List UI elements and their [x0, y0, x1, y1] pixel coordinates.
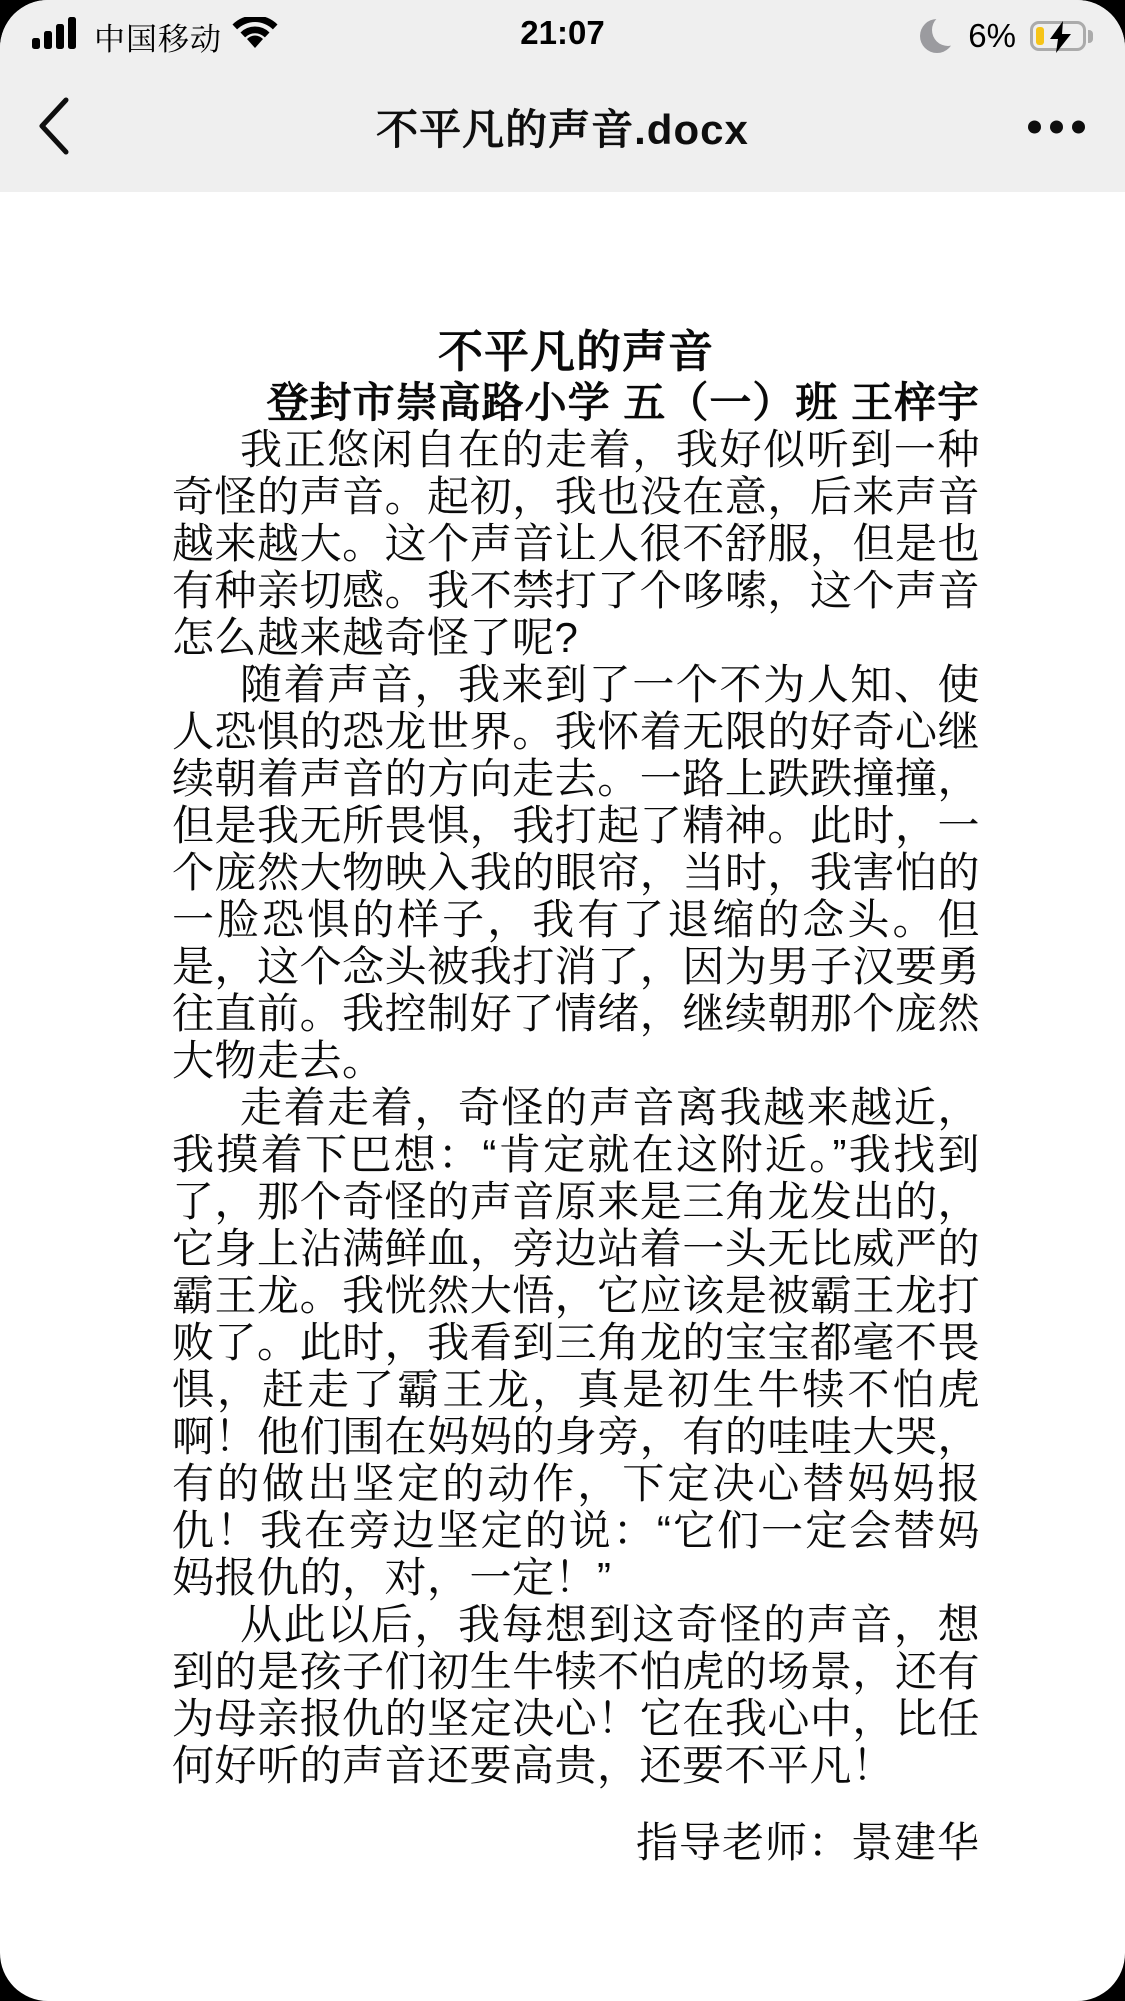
paragraph-2: 随着声音，我来到了一个不为人知、使人恐惧的恐龙世界。我怀着无限的好奇心继续朝着声音的方向走去。一路上跌跌撞撞，但是我无所畏惧，我打起了精神。此时，一个庞然大物映入我的眼帘，当时，我害怕的一脸恐惧的样子，我有了退缩的念头。但是，这个念头被我打消了，因为男子汉要勇往直前。我控制好了情绪，继续朝那个庞然大物走去。 — [172, 661, 980, 1084]
do-not-disturb-moon-icon — [920, 19, 954, 53]
back-button[interactable] — [36, 94, 80, 160]
battery-percent-label: 6% — [968, 17, 1016, 54]
status-time: 21:07 — [520, 14, 605, 51]
chevron-left-icon — [36, 95, 72, 160]
document-body — [172, 426, 980, 1789]
file-title: 不平凡的声音.docx — [376, 106, 749, 153]
document-signoff: 指导老师：景建华 — [635, 1819, 980, 1866]
battery-charging-icon — [1030, 21, 1093, 51]
document-byline: 登封市崇高路小学 五（一）班 王梓宇 — [266, 379, 980, 426]
document-title: 不平凡的声音 — [437, 326, 714, 377]
paragraph-1: 我正悠闲自在的走着，我好似听到一种奇怪的声音。起初，我也没在意，后来声音越来越大。这个声音让人很不舒服，但是也有种亲切感。我不禁打了个哆嗦，这个声音怎么越来越奇怪了呢? — [172, 426, 980, 661]
paragraph-3: 走着走着，奇怪的声音离我越来越近，我摸着下巴想：“肯定就在这附近。”我找到了，那个奇怪的声音原来是三角龙发出的，它身上沾满鲜血，旁边站着一头无比威严的霸王龙。我恍然大悟，它应该是被霸王龙打败了。此时，我看到三角龙的宝宝都毫不畏惧，赶走了霸王龙，真是初生牛犊不怕虎啊！他们围在妈妈的身旁，有的哇哇大哭，有的做出坚定的动作，下定决心替妈妈报仇！我在旁边坚定的说：“它们一定会替妈妈报仇的，对，一定！” — [172, 1084, 980, 1601]
top-chrome — [0, 0, 1125, 192]
ellipsis-icon — [1028, 121, 1041, 134]
more-menu-button[interactable] — [1028, 111, 1085, 144]
document-viewer[interactable] — [0, 192, 1125, 1866]
status-bar — [0, 0, 1125, 62]
paragraph-4: 从此以后，我每想到这奇怪的声音，想到的是孩子们初生牛犊不怕虎的场景，还有为母亲报仇的坚定决心！它在我心中，比任何好听的声音还要高贵，还要不平凡！ — [172, 1601, 980, 1789]
carrier-label: 中国移动 — [94, 21, 222, 57]
nav-bar — [0, 62, 1125, 192]
